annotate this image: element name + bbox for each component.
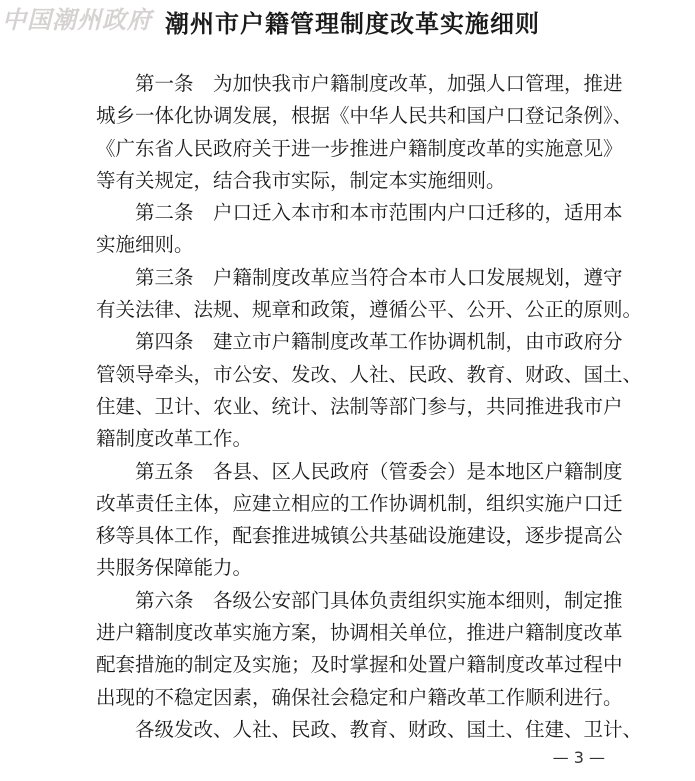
text-line: 第三条 户籍制度改革应当符合本市人口发展规划，遵守 [135, 265, 623, 289]
text-line: 实施细则。 [96, 233, 194, 257]
text-line: 等有关规定，结合我市实际，制定本实施细则。 [96, 168, 506, 192]
text-line: 管领导牵头，市公安、发改、人社、民政、教育、财政、国土、 [96, 362, 643, 386]
text-line: 进户籍制度改革实施方案，协调相关单位，推进户籍制度改革 [96, 621, 623, 645]
text-line: 《广东省人民政府关于进一步推进户籍制度改革的实施意见》 [96, 136, 623, 160]
document-body [96, 68, 643, 746]
text-line: 有关法律、法规、规章和政策，遵循公平、公开、公正的原则。 [96, 298, 643, 322]
text-line: 改革责任主体，应建立相应的工作协调机制，组织实施户口迁 [96, 491, 623, 515]
watermark-logo: 中国潮州政府 [2, 5, 152, 34]
text-line: 共服务保障能力。 [96, 556, 253, 580]
text-line: 第五条 各县、区人民政府（管委会）是本地区户籍制度 [135, 459, 623, 483]
page-number: — 3 — [552, 748, 605, 767]
text-line: 城乡一体化协调发展，根据《中华人民共和国户口登记条例》、 [96, 104, 633, 128]
text-line: 出现的不稳定因素，确保社会稳定和户籍改革工作顺利进行。 [96, 685, 623, 709]
text-line: 配套措施的制定及实施；及时掌握和处置户籍制度改革过程中 [96, 653, 623, 677]
text-line: 住建、卫计、农业、统计、法制等部门参与，共同推进我市户 [96, 394, 623, 418]
text-line: 第四条 建立市户籍制度改革工作协调机制，由市政府分 [135, 330, 623, 354]
text-line: 第六条 各级公安部门具体负责组织实施本细则，制定推 [135, 588, 623, 612]
text-line: 各级发改、人社、民政、教育、财政、国土、住建、卫计、 [135, 717, 643, 741]
document-title: 潮州市户籍管理制度改革实施细则 [165, 9, 540, 38]
text-line: 第二条 户口迁入本市和本市范围内户口迁移的，适用本 [135, 201, 623, 225]
text-line: 第一条 为加快我市户籍制度改革，加强人口管理，推进 [135, 72, 623, 95]
text-line: 移等具体工作，配套推进城镇公共基础设施建设，逐步提高公 [96, 524, 623, 548]
text-line: 籍制度改革工作。 [96, 427, 253, 451]
